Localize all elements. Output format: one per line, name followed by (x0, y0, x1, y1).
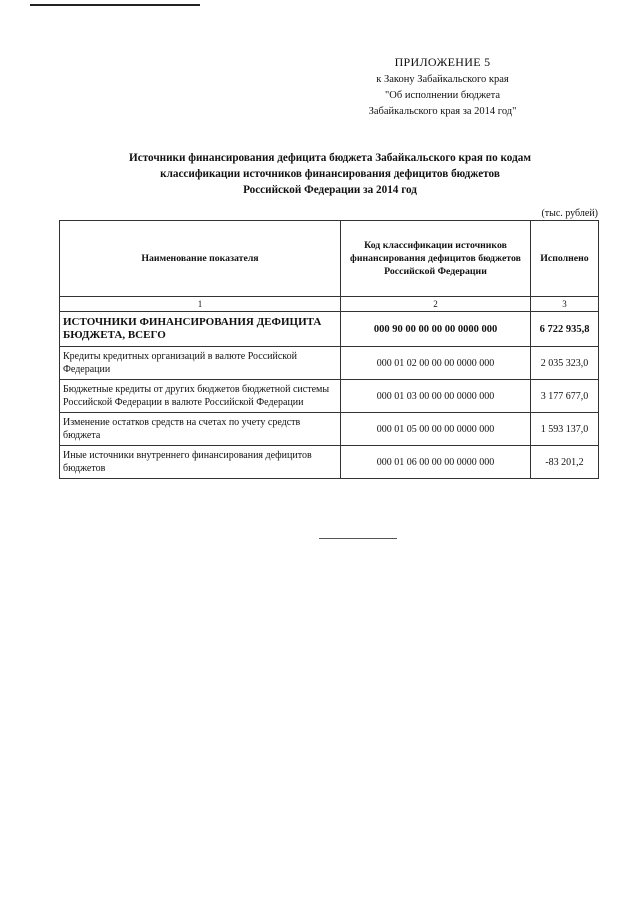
row-value: -83 201,2 (531, 446, 599, 479)
table-row (60, 446, 599, 479)
header-code: Код классификации источников финансирования дефицитов бюджетов Российской Федерации (341, 221, 531, 297)
appendix-heading: ПРИЛОЖЕНИЕ 5 (394, 55, 491, 69)
row-value: 6 722 935,8 (531, 312, 599, 347)
column-number: 1 (60, 297, 341, 312)
appendix-block (330, 54, 555, 120)
appendix-line: Забайкальского края за 2014 год" (368, 106, 517, 117)
row-value: 3 177 677,0 (531, 380, 599, 413)
table-header-row (60, 221, 599, 297)
row-code: 000 01 02 00 00 00 0000 000 (341, 347, 531, 380)
table-row (60, 413, 599, 446)
header-value: Исполнено (531, 221, 599, 297)
top-rule (30, 4, 200, 6)
document-title (60, 150, 600, 198)
row-name: ИСТОЧНИКИ ФИНАНСИРОВАНИЯ ДЕФИЦИТА БЮДЖЕТА, ВСЕГО (60, 312, 341, 347)
column-number-row (60, 297, 599, 312)
financing-table (59, 220, 599, 479)
row-code: 000 01 06 00 00 00 0000 000 (341, 446, 531, 479)
end-rule (319, 538, 397, 539)
row-name: Бюджетные кредиты от других бюджетов бюджетной системы Российской Федерации в валюте Российской Федерации (60, 380, 341, 413)
row-value: 2 035 323,0 (531, 347, 599, 380)
units-label: (тыс. рублей) (541, 208, 598, 219)
table-row-total (60, 312, 599, 347)
column-number: 3 (531, 297, 599, 312)
row-name: Изменение остатков средств на счетах по учету средств бюджета (60, 413, 341, 446)
row-value: 1 593 137,0 (531, 413, 599, 446)
row-code: 000 01 03 00 00 00 0000 000 (341, 380, 531, 413)
column-number: 2 (341, 297, 531, 312)
table-row (60, 347, 599, 380)
row-code: 000 01 05 00 00 00 0000 000 (341, 413, 531, 446)
title-line: Источники финансирования дефицита бюджета Забайкальского края по кодам (129, 152, 531, 164)
appendix-line: "Об исполнении бюджета (385, 90, 500, 101)
header-name: Наименование показателя (60, 221, 341, 297)
title-line: классификации источников финансирования дефицитов бюджетов (160, 168, 500, 180)
row-name: Кредиты кредитных организаций в валюте Российской Федерации (60, 347, 341, 380)
table-row (60, 380, 599, 413)
title-line: Российской Федерации за 2014 год (243, 184, 417, 196)
row-code: 000 90 00 00 00 00 0000 000 (341, 312, 531, 347)
appendix-line: к Закону Забайкальского края (376, 74, 509, 85)
row-name: Иные источники внутреннего финансирования дефицитов бюджетов (60, 446, 341, 479)
